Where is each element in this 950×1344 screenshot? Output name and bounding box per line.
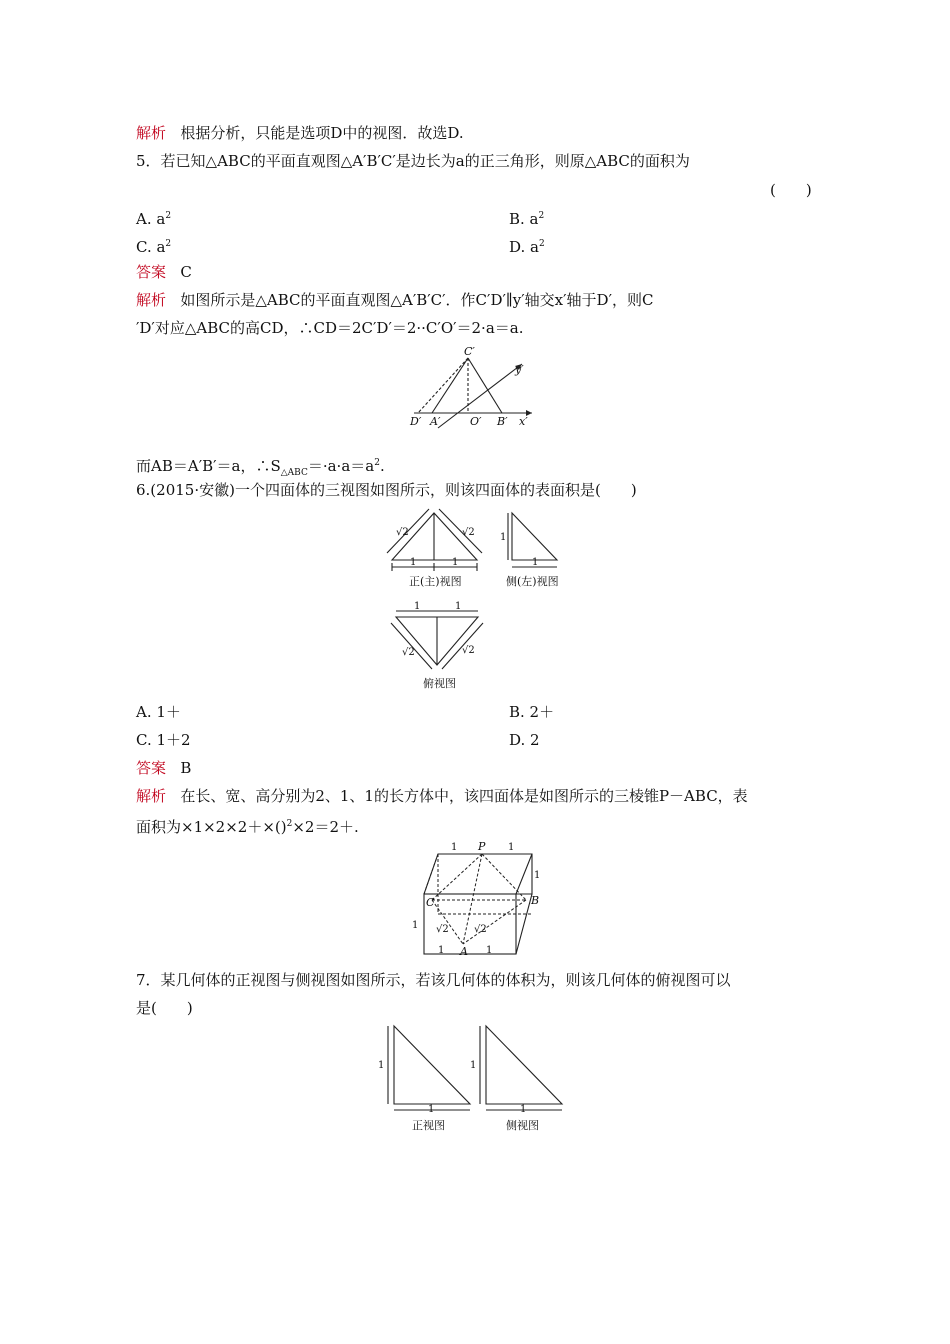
svg-text:√2: √2 [462,645,475,656]
svg-text:1: 1 [414,601,421,612]
label-x: x′ [519,415,528,428]
option-b-q6: B. 2＋ [509,703,555,721]
solution-q6-line2: 面积为×1×2×2＋×()$^2$×2＝2＋. [136,818,359,836]
solution-q5-line2: ′D′对应△ABC的高CD，∴CD＝2C′D′＝2··C′O′＝2·a＝a. [136,319,524,337]
option-b: B. $a^2$ [509,210,545,228]
answer-line-q5: 答案 C [136,263,192,281]
svg-text:1: 1 [534,870,541,881]
svg-text:1: 1 [412,920,419,931]
svg-text:√2: √2 [474,924,487,935]
question-7-line1: 7．某几何体的正视图与侧视图如图所示，若该几何体的体积为，则该几何体的俯视图可以 [136,971,731,989]
question-7-line2: 是( ) [136,999,193,1017]
svg-text:1: 1 [410,557,417,568]
svg-text:1: 1 [520,1104,527,1115]
side-view-caption: 侧(左)视图 [506,575,559,588]
svg-text:1: 1 [438,945,445,956]
svg-text:√2: √2 [396,527,409,538]
svg-text:√2: √2 [402,647,415,658]
solution-q5-line1: 解析 如图所示是△ABC的平面直观图△A′B′C′．作C′D′∥y′轴交x′轴于D′，则C [136,291,654,309]
label-a: A′ [430,415,441,428]
label-y: y′ [515,363,524,376]
option-c-q6: C. 1＋2 [136,731,191,749]
svg-text:1: 1 [486,945,493,956]
question-5: 5．若已知△ABC的平面直观图△A′B′C′是边长为a的正三角形，则原△ABC的面积为 [136,152,690,170]
svg-text:√2: √2 [436,924,449,935]
solution-q5-line3: 而AB＝A′B′＝a，$\therefore S_{\triangle ABC}=\cdot a\cdot a=a^2$. [136,457,385,478]
front-side-view-figure [376,1020,576,1138]
analysis-line-q4 [136,123,464,143]
label-a: A [460,945,468,958]
cuboid-figure [406,838,546,960]
option-d-q6: D. 2 [509,731,540,749]
front-view-caption: 正视图 [412,1119,445,1132]
label-c: C′ [464,345,475,358]
answer-paren: ( ) [770,181,812,199]
option-d: D. $a^2$ [509,238,545,256]
answer-line-q6: 答案 B [136,759,192,777]
solution-q6-line1: 解析 在长、宽、高分别为2、1、1的长方体中，该四面体是如图所示的三棱锥P－ABC，表 [136,787,748,805]
option-a-q6: A. 1＋ [136,703,181,721]
svg-text:1: 1 [500,532,507,543]
label-c: C [426,896,435,909]
svg-text:1: 1 [455,601,462,612]
svg-text:1: 1 [508,842,515,853]
label-p: P [478,840,486,853]
three-view-figure [382,505,572,695]
label-b: B′ [497,415,508,428]
analysis-text: 根据分析，只能是选项D中的视图．故选D. [180,124,464,142]
svg-text:1: 1 [378,1060,385,1071]
oblique-projection-figure [408,344,538,430]
svg-text:1: 1 [470,1060,477,1071]
side-view-caption: 侧视图 [506,1119,539,1132]
top-view-caption: 俯视图 [423,677,456,690]
analysis-label: 解析 [136,124,167,142]
question-6: 6.(2015·安徽)一个四面体的三视图如图所示，则该四面体的表面积是( ) [136,481,637,499]
svg-text:1: 1 [532,557,539,568]
option-a: A. $a^2$ [136,210,172,228]
label-d: D′ [410,415,422,428]
svg-text:1: 1 [428,1104,435,1115]
svg-text:1: 1 [451,842,458,853]
front-view-caption: 正(主)视图 [409,575,462,588]
option-c: C. $a^2$ [136,238,172,256]
label-b: B [531,894,540,907]
svg-text:1: 1 [452,557,459,568]
svg-text:√2: √2 [462,527,475,538]
label-o: O′ [470,415,482,428]
